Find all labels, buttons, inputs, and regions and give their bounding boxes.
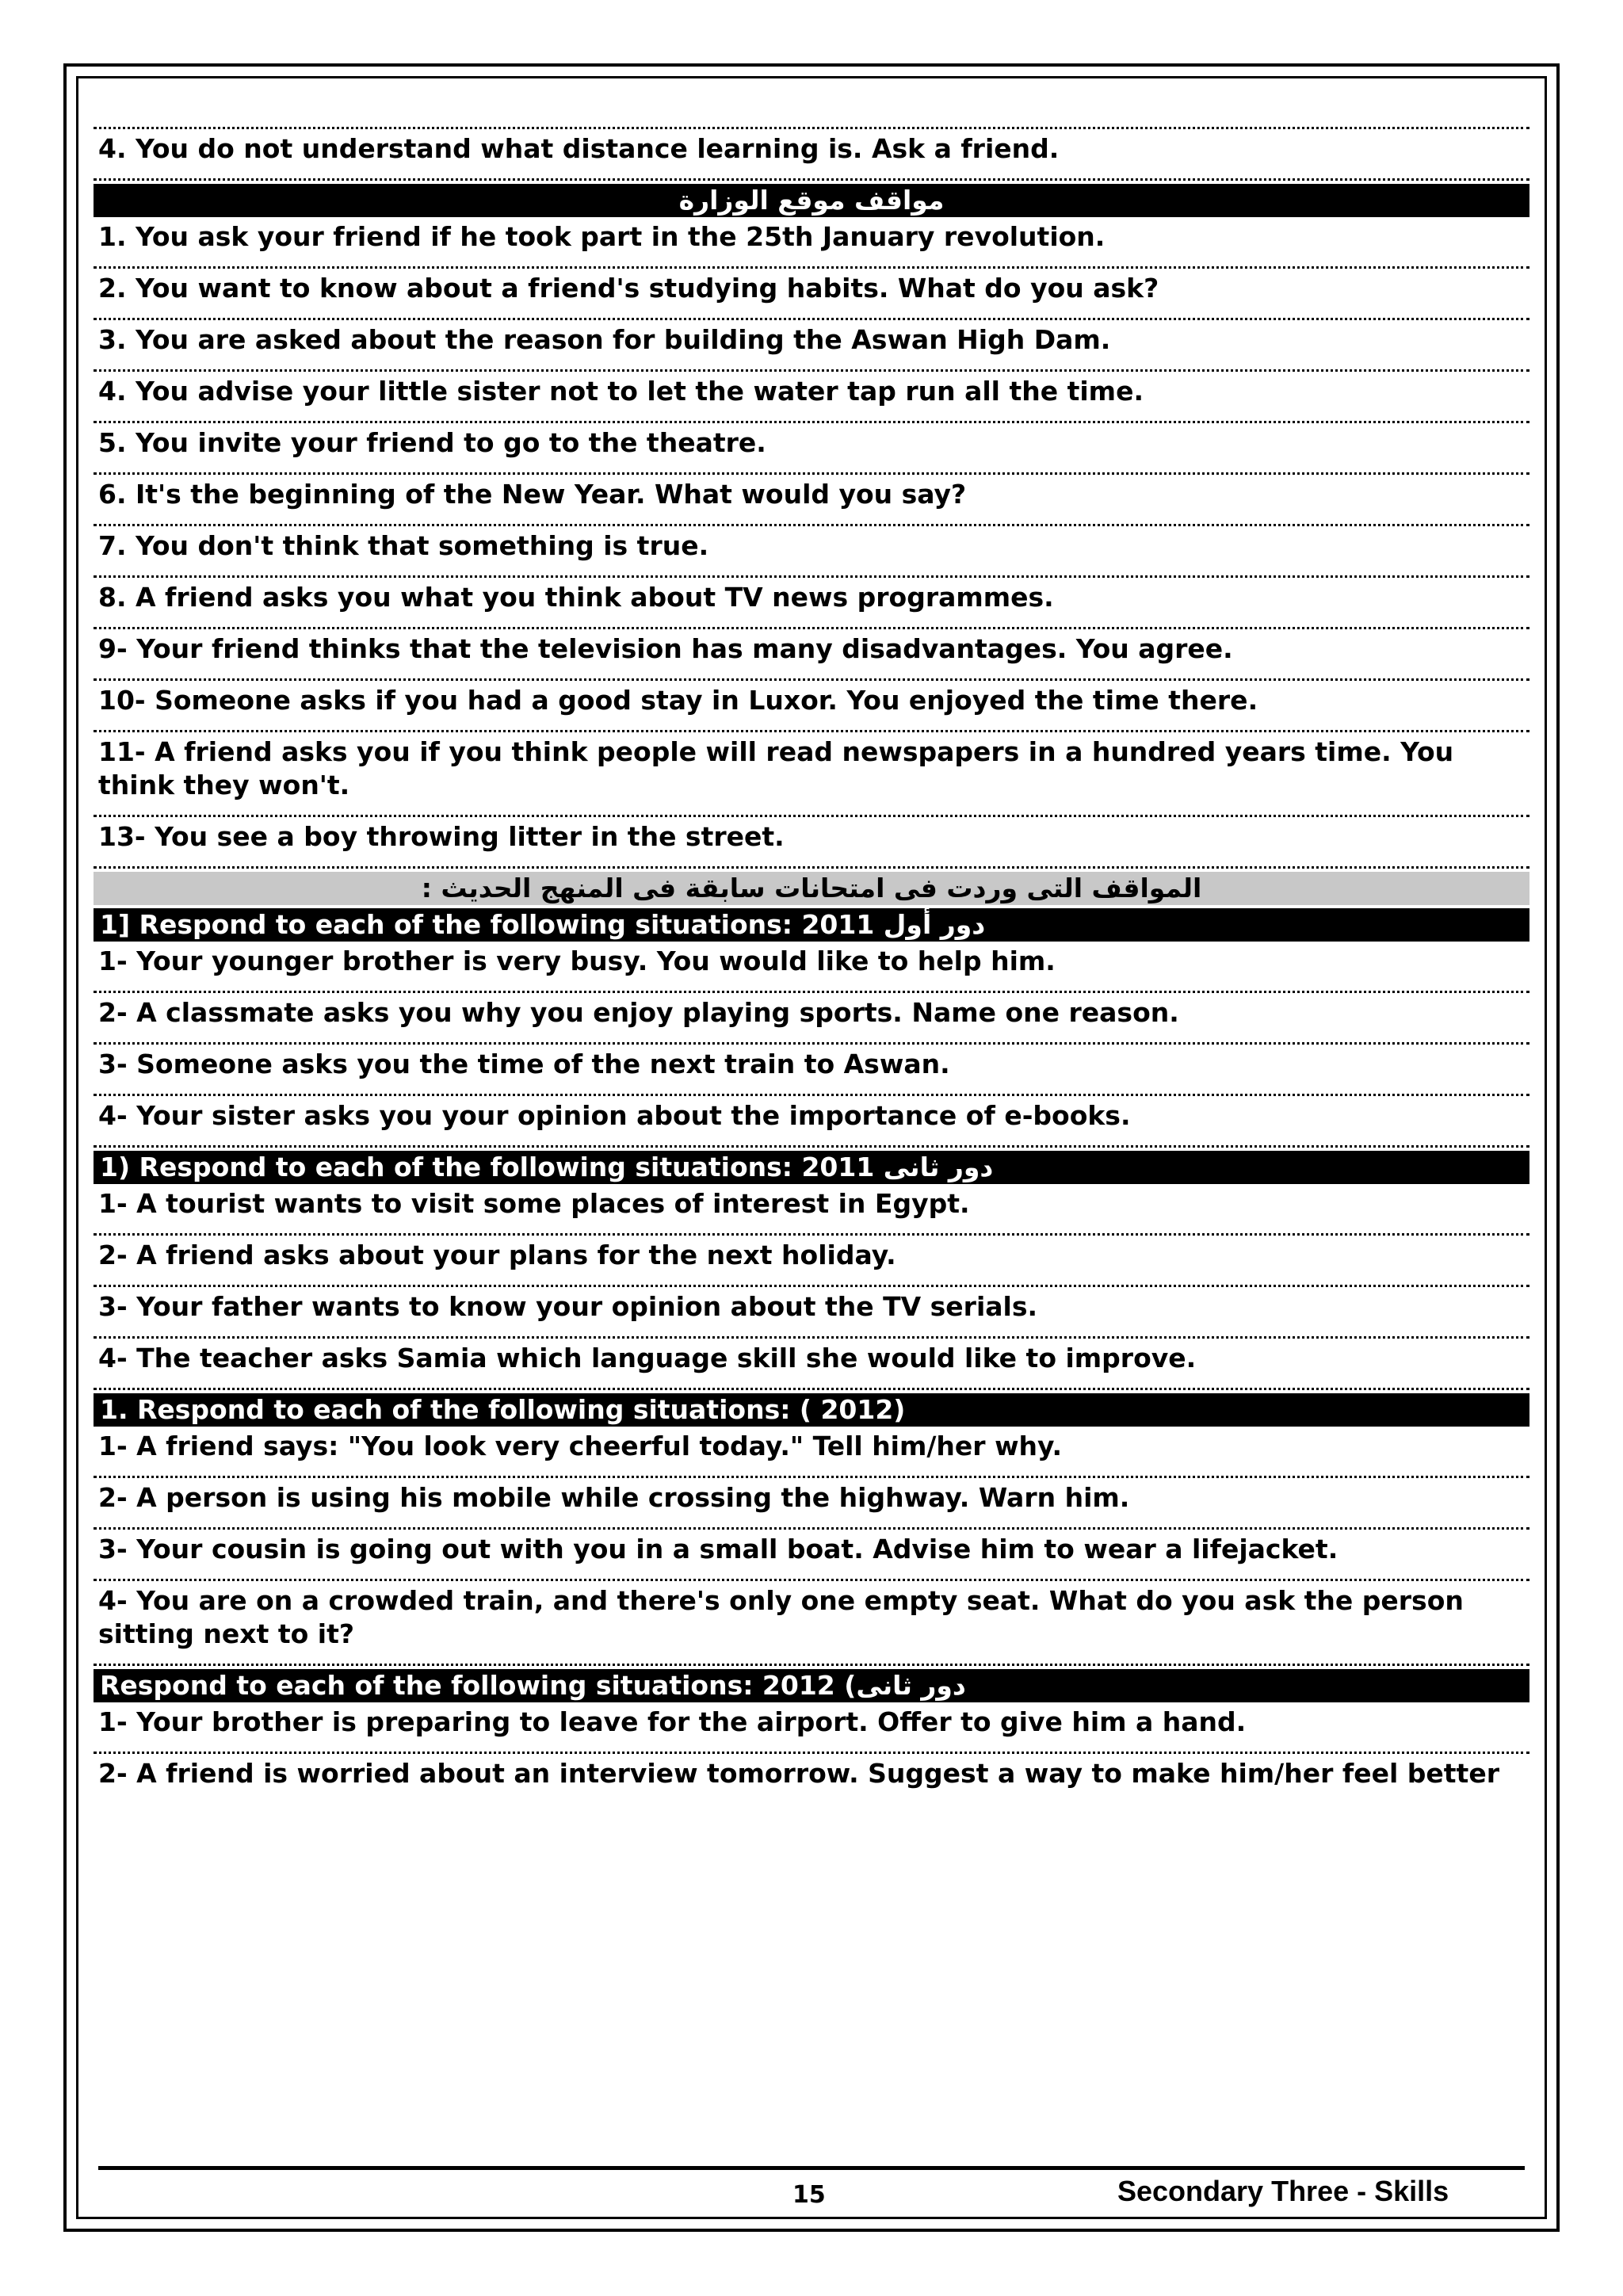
answer-line: [94, 108, 1529, 129]
answer-line: [94, 1030, 1529, 1045]
answer-line: [94, 1566, 1529, 1581]
answer-line: [94, 1651, 1529, 1666]
answer-line: [94, 802, 1529, 817]
footer-title: Secondary Three - Skills: [1117, 2175, 1449, 2207]
answer-line: [94, 614, 1529, 629]
situation-item: 2- A friend asks about your plans for the next holiday.: [98, 1240, 896, 1270]
situation-item: 1- Your brother is preparing to leave for the airport. Offer to give him a hand.: [98, 1706, 1247, 1737]
section-header: [94, 1669, 1529, 1702]
answer-line: [94, 254, 1529, 269]
ministry-header-text: مواقف موقع الوزارة: [678, 185, 945, 216]
answer-line: [94, 666, 1529, 681]
section-title-arabic: دور ثانى): [844, 1670, 966, 1701]
answer-line: [94, 511, 1529, 526]
situation-item: 4. You advise your little sister not to let the water tap run all the time.: [98, 376, 1144, 407]
ministry-list: [94, 220, 1529, 869]
section-header: [94, 1393, 1529, 1427]
answer-line: [94, 1272, 1529, 1287]
situation-item: 2- A classmate asks you why you enjoy playing sports. Name one reason.: [98, 997, 1179, 1028]
footer-rule: [98, 2166, 1525, 2170]
answer-line: [94, 854, 1529, 869]
answer-line: [94, 1133, 1529, 1148]
situation-item: 4- You are on a crowded train, and there's only one empty seat. What do you ask the person sitting next to it?: [98, 1585, 1464, 1649]
situation-item: 9- Your friend thinks that the television has many disadvantages. You agree.: [98, 633, 1233, 664]
answer-line: [94, 305, 1529, 320]
answer-line: [94, 460, 1529, 475]
situation-item: 6. It's the beginning of the New Year. What would you say?: [98, 479, 967, 510]
situation-item: 4- Your sister asks you your opinion about the importance of e-books.: [98, 1100, 1131, 1131]
exam-section-2011-second: [94, 1151, 1529, 1390]
situation-item: 3. You are asked about the reason for building the Aswan High Dam.: [98, 324, 1111, 355]
situation-item: 4. You do not understand what distance learning is. Ask a friend.: [98, 133, 1060, 164]
situation-item: 3- Your cousin is going out with you in a small boat. Advise him to wear a lifejacket.: [98, 1534, 1338, 1564]
ministry-section-header: [94, 184, 1529, 217]
section-header: [94, 1151, 1529, 1184]
section-title-arabic: دور أول: [883, 909, 986, 940]
answer-line: [94, 1463, 1529, 1478]
exam-section-2011-first: [94, 908, 1529, 1148]
situation-item: 11- A friend asks you if you think people will read newspapers in a hundred years time. You think they won't.: [98, 736, 1454, 800]
answer-line: [94, 1324, 1529, 1339]
section-title: 1) Respond to each of the following situations: 2011: [100, 1152, 875, 1182]
answer-line: [94, 978, 1529, 993]
section-header: [94, 908, 1529, 942]
situation-item: 1- A friend says: "You look very cheerful today." Tell him/her why.: [98, 1431, 1063, 1461]
previous-exams-header: [94, 872, 1529, 905]
answer-line: [94, 357, 1529, 372]
answer-line: [94, 1221, 1529, 1236]
section-title: Respond to each of the following situations: 2012: [100, 1670, 835, 1701]
situation-item: 8. A friend asks you what you think about TV news programmes.: [98, 582, 1054, 613]
situation-item: 4- The teacher asks Samia which language skill she would like to improve.: [98, 1343, 1197, 1373]
situation-item: 1- Your younger brother is very busy. You would like to help him.: [98, 946, 1056, 976]
situation-item: 13- You see a boy throwing litter in the street.: [98, 821, 785, 852]
section-title-arabic: دور ثانى: [883, 1152, 994, 1182]
situation-item: 1. You ask your friend if he took part in the 25th January revolution.: [98, 221, 1106, 252]
answer-line: [94, 717, 1529, 732]
answer-line: [94, 166, 1529, 181]
answer-line: [94, 1515, 1529, 1530]
situation-item: 3- Someone asks you the time of the next train to Aswan.: [98, 1049, 950, 1079]
previous-exams-header-text: المواقف التى وردت فى امتحانات سابقة فى المنهج الحديث :: [421, 873, 1202, 904]
exam-section-2012-first: [94, 1393, 1529, 1666]
section-title: 1] Respond to each of the following situations: 2011: [100, 909, 875, 940]
situation-item: 2. You want to know about a friend's studying habits. What do you ask?: [98, 273, 1159, 304]
page-number: 15: [792, 2181, 826, 2209]
worksheet-content: [94, 108, 1529, 1790]
answer-line: [94, 563, 1529, 578]
situation-item: 10- Someone asks if you had a good stay in Luxor. You enjoyed the time there.: [98, 685, 1258, 716]
answer-line: [94, 1081, 1529, 1096]
section-title: 1. Respond to each of the following situations: ( 2012): [100, 1394, 906, 1425]
situation-item: 2- A friend is worried about an interview tomorrow. Suggest a way to make him/her feel better: [98, 1758, 1499, 1789]
situation-item: 1- A tourist wants to visit some places of interest in Egypt.: [98, 1188, 970, 1219]
situation-item: 7. You don't think that something is true.: [98, 530, 709, 561]
answer-line: [94, 1375, 1529, 1390]
exam-section-2012-second: [94, 1669, 1529, 1790]
situation-item: 2- A person is using his mobile while crossing the highway. Warn him.: [98, 1482, 1130, 1513]
situation-item: 5. You invite your friend to go to the theatre.: [98, 427, 766, 458]
situation-item: 3- Your father wants to know your opinion about the TV serials.: [98, 1291, 1038, 1322]
answer-line: [94, 1739, 1529, 1754]
answer-line: [94, 408, 1529, 423]
